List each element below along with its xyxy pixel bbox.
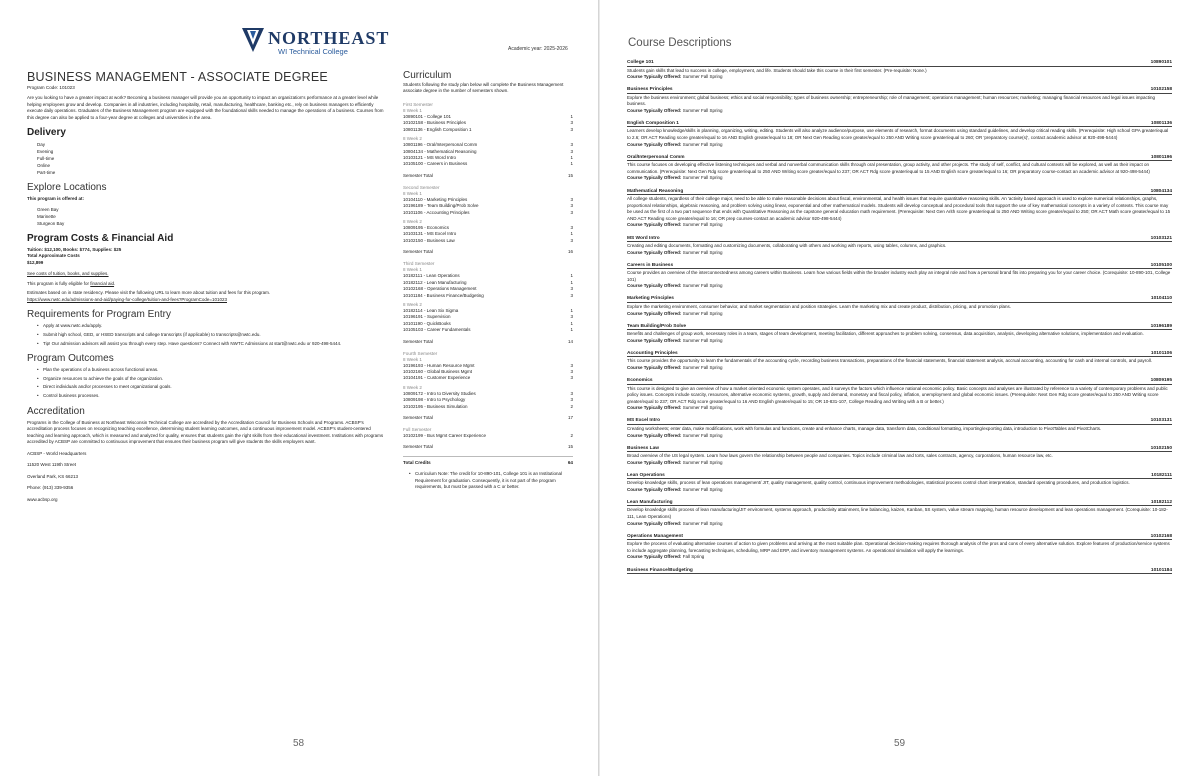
course-title: Mathematical Reasoning: [627, 188, 684, 194]
delivery-item: Part-time: [37, 170, 56, 175]
outcomes-list: [37, 367, 385, 400]
course-credits: 1: [570, 279, 573, 285]
acbsp-website[interactable]: www.acbsp.org: [27, 496, 58, 502]
course-offered: [627, 521, 1172, 528]
course-code: 10103131: [1150, 418, 1172, 424]
course-title: Lean Operations: [627, 472, 665, 478]
offered-label: Course Typically Offered:: [627, 310, 682, 316]
semester-total-row: [403, 415, 573, 421]
program-code: Program Code: 101023: [27, 85, 75, 90]
course-description: Explore the business environment; global business; ethics and social responsibility; types of business ownership; entrepreneurship; role of management; operations management; human resources; marketing; managing financial resources and legal issues impacting business.: [627, 94, 1156, 107]
course-entry: [627, 418, 1172, 439]
course-description: Benefits and challenges of group work, necessary roles in a team, stages of team development, meeting facilitation, different approaches to problem solving, consensus, data acquisition, analysis, developing alternative solutions, implementation and evaluation.: [627, 331, 1144, 337]
requirement-item: • Apply at www.nwtc.edu/apply.: [37, 323, 385, 329]
semester-total-label: Semester Total: [403, 249, 433, 255]
course-entry: [627, 534, 1172, 561]
location-item: Green Bay: [37, 206, 59, 212]
curriculum-course-row: [403, 404, 573, 410]
costs-line: Tuition: $12,100, Books: $774, Supplies: $25: [27, 246, 122, 252]
semester-title: First Semester: [403, 102, 433, 107]
course-code: 10101184: [1150, 567, 1172, 573]
course-credits: 2: [570, 432, 573, 438]
course-credits: 3: [570, 203, 573, 209]
course-name: 10104110 - Marketing Principles: [403, 196, 468, 202]
course-credits: 1: [570, 327, 573, 333]
semester-total-label: Semester Total: [403, 414, 433, 420]
course-offered: [627, 311, 1172, 318]
course-code: 10105100: [1150, 262, 1172, 268]
week-label: 8 Week 1: [403, 108, 422, 113]
offered-terms: Summer Fall Spring: [682, 486, 723, 492]
program-intro: Are you looking to have a greater impact at work? Becoming a business manager will provide you an opportunity to impact an organization's performance at a greater level while helping employees grow and develop. Companies in all industries, including hospitality, retail, manufacturing, healthcare, banking etc., rely on business managers to efficiently execute daily operations. Graduates of the Business Management program are equipped with the foundational skills needed to manage the operations of a business. Courses from this degree can also be applied to a four-year degree at colleges and universities in the area.: [27, 95, 384, 120]
outcome-item: • Plan the operations of a business across functional areas.: [37, 367, 385, 373]
course-name: 10196191 - Supervision: [403, 314, 451, 320]
course-name: 10102158 - Business Principles: [403, 120, 467, 126]
costs-heading: Program Costs & Financial Aid: [27, 232, 174, 244]
course-entry: [627, 296, 1172, 317]
offered-label: Course Typically Offered:: [627, 337, 682, 343]
course-name: 10105100 - Careers in Business: [403, 161, 468, 167]
course-name: 10804134 - Mathematical Reasoning: [403, 148, 477, 154]
aid-text: This program is fully eligible for: [27, 280, 90, 286]
offered-terms: Summer Fall Spring: [682, 432, 723, 438]
course-title: Business Finance/Budgeting: [627, 567, 693, 573]
course-offered: [627, 338, 1172, 345]
semester-total-label: Semester Total: [403, 172, 433, 178]
course-header: [627, 446, 1172, 453]
course-offered: [627, 283, 1172, 290]
week-label: 8 Week 1: [403, 356, 422, 362]
course-header: [627, 418, 1172, 425]
course-header: [627, 534, 1172, 541]
course-title: Marketing Principles: [627, 296, 674, 302]
logo-name: NORTHEAST: [268, 28, 390, 48]
course-name: 10182114 - Lean Six Sigma: [403, 307, 459, 313]
outcome-item: • Organize resources to achieve the goals of the organization.: [37, 376, 385, 382]
course-offered: [627, 175, 1172, 182]
offered-label: Course Typically Offered:: [627, 520, 682, 526]
outcome-item: • Control business processes.: [37, 393, 385, 399]
total-credits-label: Total Credits: [403, 460, 431, 466]
course-entry: [627, 155, 1172, 182]
course-name: 10102150 - Business Law: [403, 237, 455, 243]
course-name: 10101184 - Business Finance/Budgeting: [403, 292, 484, 298]
page-number-right: 59: [894, 738, 906, 749]
page-number-left: 58: [293, 738, 305, 749]
curriculum-column: [403, 70, 573, 491]
course-code: 10196189: [1150, 323, 1172, 329]
costs-link[interactable]: See costs of tuition, books, and supplies.: [27, 271, 109, 276]
course-credits: 1: [570, 320, 573, 326]
total-credits-value: 64: [567, 460, 573, 466]
accreditation-text: Programs in the College of Business at Northeast Wisconsin Technical College are accredited by the Accreditation Council for Business Schools and Programs. ACBSP's accreditation process focuses on recognizing teaching excellence, determining student learning outcomes, and a continuous improvement model. ACBSP's student-centered teaching and learning approach, which is measured and analyzed for quality, ensures that students gain the right skills from their educational investment. Institutions with programs accredited by ACBSP are committed to continuous improvement that ensures their business program will give students the skills employers want.: [27, 419, 384, 445]
semester-total-value: 17: [567, 414, 573, 420]
tuition-url-link[interactable]: https://www.nwtc.edu/admissions-and-aid/paying-for-college/tuition-and-fees?ProgramCode=101023: [27, 296, 227, 302]
accreditation-heading: Accreditation: [27, 405, 85, 417]
acbsp-hq: ACBSP - World Headquarters: [27, 450, 87, 456]
course-credits: 3: [570, 397, 573, 403]
course-description: Explore the process of evaluating alternative courses of action to given problems and arriving at the most suitable plan. Operational decision-making requires thorough analysis of the pros and cons of every alternative solution. Explore features of production/service systems to include aggregate planning, forecasting techniques, scheduling, MRP and ERP, and inventory management systems. An operational simulation will apply the learnings.: [627, 541, 1170, 553]
course-credits: 1: [570, 114, 573, 119]
financial-aid-link[interactable]: financial aid: [90, 280, 115, 286]
course-entry: [627, 446, 1172, 467]
course-name: 10104191 - Customer Experience: [403, 375, 471, 381]
course-header: [627, 236, 1172, 243]
semester-title: Third Semester: [403, 261, 435, 267]
course-title: Accounting Principles: [627, 350, 678, 356]
course-credits: 3: [570, 148, 573, 154]
semester-title: Fourth Semester: [403, 350, 438, 356]
course-entry: [627, 236, 1172, 257]
course-entry: [627, 378, 1172, 412]
requirement-item: • Tip! Our admission advisors will assist you through every step. Have questions? Connect with NWTC Admissions at start@nwtc.edu or 920-498-5444.: [37, 341, 385, 347]
course-credits: 3: [570, 286, 573, 292]
course-credits: 3: [570, 292, 573, 298]
week-label: 8 Week 2: [403, 301, 422, 307]
left-page: [0, 0, 599, 776]
course-code: 10801136: [1150, 120, 1172, 126]
course-credits: 2: [570, 403, 573, 409]
course-name: 10196189 - Team Building/Prob Solve: [403, 203, 479, 209]
semester-total-row: [403, 249, 573, 255]
course-name: 10809172 - Intro to Diversity Studies: [403, 390, 476, 396]
course-entry: [627, 351, 1172, 372]
offered-label: Course Typically Offered:: [627, 486, 682, 492]
week-label: 8 Week 2: [403, 136, 422, 142]
course-description: Students gain skills that lead to success in college, employment, and life. Students should take this course in their first semester. (Pre-requisite: None.): [627, 67, 927, 73]
course-credits: 1: [570, 155, 573, 161]
course-credits: 3: [570, 314, 573, 320]
course-code: 10182111: [1151, 472, 1172, 478]
financial-aid-line: This program is fully eligible for financial aid.: [27, 280, 116, 286]
course-title: Oral/Interpersonal Comm: [627, 154, 685, 160]
course-credits: 3: [570, 390, 573, 396]
course-name: 10801196 - Oral/Interpersonal Comm: [403, 142, 478, 148]
offered-terms: Summer Fall Spring: [682, 405, 723, 411]
course-code: 10809195: [1150, 378, 1172, 384]
offered-label: Course Typically Offered:: [627, 364, 682, 370]
course-entry: [627, 324, 1172, 345]
course-header: [627, 351, 1172, 358]
course-credits: 3: [570, 120, 573, 126]
course-header: [627, 500, 1172, 507]
course-title: Team Building/Prob Solve: [627, 323, 687, 329]
acbsp-phone: Phone: (913) 339-9356: [27, 485, 74, 491]
delivery-item: Day: [37, 142, 46, 147]
course-offered: [627, 222, 1172, 229]
offered-terms: Summer Fall Spring: [682, 520, 723, 526]
location-item: Marinette: [37, 213, 56, 219]
course-description: Broad overview of the US legal system. Learn how laws govern the relationship between people and companies. Topics include criminal law and torts, sales contracts, agency, corporations, human resource law, etc.: [627, 453, 1053, 459]
course-credits: 3: [570, 368, 573, 374]
semester-total-row: [403, 444, 573, 450]
course-credits: 3: [570, 362, 573, 368]
logo-mark-icon: [240, 26, 266, 54]
course-name: 10103131 - MS Excel Intro: [403, 231, 457, 237]
course-code: 10102168: [1150, 533, 1172, 539]
offered-terms: Fall Spring: [682, 554, 705, 560]
course-name: 10182111 - Lean Operations: [403, 273, 460, 279]
course-credits: 3: [570, 196, 573, 202]
curriculum-note: • Curriculum Note: The credit for 10-890-101, College 101 is an Institutional Requirement for graduation. Consequently, it is not part of the program requirements, but must be passed with a C or better.: [409, 471, 573, 491]
offered-label: Course Typically Offered:: [627, 283, 682, 289]
semester-total-label: Semester Total: [403, 338, 433, 344]
week-label: 8 Week 2: [403, 219, 422, 225]
course-header: [627, 60, 1172, 67]
course-credits: 1: [570, 161, 573, 167]
course-offered: [627, 433, 1172, 440]
course-description: Learners develop knowledge/skills in planning, organizing, writing, editing. Students will also analyze audience/purpose, use elements of research, format documents using standard guidelines, and develop critical reading skills. (Prerequisite: High school GPA greater/equal to 2.6; OR ACT Reading score greater/equal to 16 AND English greater/equal to 18; OR Next Gen Reading score greater/equal to 250 AND Writing score greater/equal to 260; OR 'preparatory course(s)', contact academic advisor at 920-498-5444): [627, 128, 1169, 141]
semester-title: Second Semester: [403, 184, 440, 190]
curriculum-course-row: [403, 327, 573, 333]
week-label: 8 Week 1: [403, 190, 422, 196]
course-credits: 3: [570, 209, 573, 215]
curriculum-intro: Students following the study plan below will complete the Business Management associate degree in the number of semesters shown.: [403, 82, 564, 93]
semester-title: Full Semester: [403, 426, 432, 432]
semester-total-row: [403, 339, 573, 345]
estimate-text: Estimates based on in state residency. Please visit the following URL to learn more about tuition and fees for this program.: [27, 290, 271, 295]
course-title: MS Excel Intro: [627, 418, 661, 424]
offered-terms: Summer Fall Spring: [682, 249, 723, 255]
semester-total-row: [403, 173, 573, 179]
total-credits-row: [403, 456, 573, 465]
course-descriptions-heading: Course Descriptions: [628, 37, 732, 49]
course-title: Business Law: [627, 445, 659, 451]
course-credits: 3: [570, 237, 573, 243]
course-title: Economics: [627, 378, 653, 384]
academic-year: Academic year: 2025-2026: [508, 46, 568, 52]
course-title: Lean Manufacturing: [627, 499, 673, 505]
offered-label: Course Typically Offered:: [627, 74, 682, 80]
course-credits: 1: [570, 273, 573, 279]
college-logo: [240, 26, 400, 56]
curriculum-semesters: [403, 102, 573, 450]
course-code: 10101106: [1150, 350, 1172, 356]
course-title: College 101: [627, 60, 654, 65]
course-offered: [627, 142, 1172, 149]
course-credits: 3: [570, 225, 573, 231]
course-code: 10102150: [1150, 445, 1172, 451]
offered-terms: Summer Fall Spring: [682, 364, 723, 370]
delivery-heading: Delivery: [27, 127, 66, 138]
course-description: Course provides an overview of the interconnectedness among careers within Business. Learn how various fields within the broader industry each play an integral role and how a personal brand fits into preparing you for your career choice. (Corequisite: 10-890-101, College 101): [627, 270, 1171, 282]
offered-terms: Summer Fall Spring: [682, 74, 723, 80]
course-title: Business Principles: [627, 87, 673, 93]
course-offered: [627, 460, 1172, 467]
course-entry: [627, 60, 1172, 81]
course-description: Explore the marketing environment, consumer behavior, and market segmentation and position strategies. Learn the marketing mix and create product, distribution, pricing, and promotion plans.: [627, 303, 1011, 309]
curriculum-course-row: [403, 433, 573, 439]
program-title: BUSINESS MANAGEMENT - ASSOCIATE DEGREE: [27, 70, 328, 84]
logo-subtitle: WI Technical College: [278, 47, 348, 56]
course-name: 10809198 - Intro to Psychology: [403, 397, 466, 403]
semester-total-value: 14: [567, 338, 573, 344]
outcome-item: • Direct individuals and/or processes to meet organizational goals.: [37, 384, 385, 390]
course-name: 10103121 - MS Word Intro: [403, 155, 456, 161]
course-code: 10890101: [1150, 60, 1172, 65]
course-header: [627, 378, 1172, 385]
offered-terms: Summer Fall Spring: [682, 459, 723, 465]
offered-terms: Summer Fall Spring: [682, 283, 723, 289]
course-entry: [627, 87, 1172, 114]
course-name: 10102160 - Global Business Mgmt: [403, 368, 473, 374]
acbsp-city: Overland Park, KS 66213: [27, 473, 79, 479]
course-description: Develop knowledge skills, process of lean operations management/ JIT, quality management, quality control, continuous improvement methodologies, statistical process control chart interpretation, standard operating procedures, and production logistics.: [627, 480, 1130, 486]
offered-label: Course Typically Offered:: [627, 432, 682, 438]
course-credits: 1: [570, 231, 573, 237]
course-code: 10801196: [1150, 154, 1172, 160]
course-name: 10102199 - Bus Mgmt Career Experience: [403, 432, 487, 438]
delivery-item: Evening: [37, 149, 54, 154]
offered-label: Course Typically Offered:: [627, 249, 682, 255]
course-description: This course focuses on developing effective listening techniques and verbal and nonverbal communication skills through oral presentation, group activity, and other projects. The study of self, conflict, and cultural contexts will be explored, as well as their impact on communication. (Prerequisite: Next Gen Rdg score greater/equal to 250 AND Writing score greater/equal to 237; OR ACT Rdg score greater/equal to 15 AND English score greater/equal to 16; OR preparatory course-contact an academic advisor at 920-498-5444): [627, 162, 1150, 174]
acbsp-street: 11520 West 119th Street: [27, 462, 77, 468]
course-title: English Composition 1: [627, 120, 679, 126]
offered-terms: Summer Fall Spring: [682, 222, 723, 228]
course-title: Operations Management: [627, 533, 683, 539]
course-code: 10104110: [1150, 296, 1172, 302]
course-header: [627, 263, 1172, 270]
course-name: 10102168 - Operations Management: [403, 286, 477, 292]
outcomes-heading: Program Outcomes: [27, 352, 114, 364]
course-credits: 3: [570, 126, 573, 132]
course-name: 10890101 - College 101: [403, 114, 452, 119]
offered-label: Course Typically Offered:: [627, 405, 682, 411]
location-item: Sturgeon Bay: [37, 220, 65, 226]
course-offered: [627, 365, 1172, 372]
course-description: Creating and editing documents, formatting and customizing documents, collaborating with others and working with reports, using tables, columns, and graphics.: [627, 243, 947, 248]
course-name: 10105103 - Career Fundamentals: [403, 327, 471, 333]
course-offered: [627, 108, 1172, 115]
course-header: [627, 324, 1172, 331]
offered-label: Course Typically Offered:: [627, 554, 682, 560]
offered-label: Course Typically Offered:: [627, 175, 682, 181]
course-name: 10101190 - QuickBooks: [403, 320, 451, 326]
semester-total-value: 15: [567, 172, 573, 178]
course-credits: 3: [570, 375, 573, 381]
course-credits: 3: [570, 142, 573, 148]
course-header: [627, 296, 1172, 303]
course-description: Develop knowledge skills process of lean manufacturing/JIT environment, systems approach, productivity attainment, line balancing, kaizen, Kanban, 5S system, value stream mapping, human resource development and lean operations management. (Corequisite: 10-182-111, Lean Operations): [627, 507, 1168, 520]
curriculum-course-row: [403, 238, 573, 244]
right-page: [600, 0, 1200, 776]
requirements-heading: Requirements for Program Entry: [27, 309, 171, 320]
program-overview-column: [27, 70, 385, 503]
course-name: 10182112 - Lean Manufacturing: [403, 279, 467, 285]
course-description: This course provides the opportunity to learn the fundamentals of the accounting cycle, recording business transactions, preparations of the financial statements, financial statement analysis, accrual accounting, accounting for cash and internal controls, and payroll.: [627, 358, 1153, 364]
offered-terms: Summer Fall Spring: [682, 107, 723, 113]
course-name: 10809195 - Economics: [403, 225, 450, 231]
course-credits: 1: [570, 307, 573, 313]
total-costs-value: $12,899: [27, 259, 44, 265]
course-code: 10102158: [1150, 87, 1172, 93]
course-offered: [627, 554, 1172, 561]
course-entry: [627, 121, 1172, 148]
offered-terms: Summer Fall Spring: [682, 337, 723, 343]
course-header: [627, 568, 1172, 575]
course-name: 10102195 - Business Simulation: [403, 403, 468, 409]
week-label: 8 Week 2: [403, 384, 422, 390]
course-entry: [627, 473, 1172, 494]
week-label: 8 Week 1: [403, 267, 422, 273]
course-entry: [627, 568, 1172, 575]
course-offered: [627, 74, 1172, 81]
locations-list: [37, 206, 385, 227]
offered-label: Course Typically Offered:: [627, 141, 682, 147]
total-costs-label: Total Approximate Costs: [27, 253, 80, 258]
course-header: [627, 155, 1172, 162]
course-header: [627, 473, 1172, 480]
course-name: 10801136 - English Composition 1: [403, 126, 472, 132]
course-offered: [627, 250, 1172, 257]
course-code: 10103121: [1150, 235, 1172, 241]
semester-total-label: Semester Total: [403, 444, 433, 450]
curriculum-heading: Curriculum: [403, 70, 452, 81]
course-description: Creating worksheets; enter data, make modifications, work with formulas and functions, create and enhance charts, manage data, transform data, conditional formatting, importing/exporting data, introduction to PivotTables and PivotCharts.: [627, 425, 1102, 431]
course-entry: [627, 189, 1172, 229]
offered-at-label: This program is offered at:: [27, 196, 85, 201]
delivery-item: Full-time: [37, 156, 55, 161]
course-descriptions-list: [627, 60, 1172, 581]
course-header: [627, 87, 1172, 94]
course-header: [627, 189, 1172, 196]
course-entry: [627, 263, 1172, 290]
course-description: All college students, regardless of their college major, need to be able to make reasonable decisions about fiscal, environmental, and health issues that require quantitative reasoning skills. An 'activity based approach is used to explore numerical relationships, graphs, proportional relationships, algebraic reasoning, and problem solving using linear, exponential and other mathematical models. Students will develop conceptual and procedural tools that support the use of key mathematical concepts in a variety of contexts. This course may be used as the first of a two part sequence that ends with Quantitative Reasoning as the capstone general education math requirement. (Prerequisite: Next Gen Arith score greater/equal to 250 AND Writing score greater/equal to 250; OR ACT Math score greater/equal to 15 AND ACT Reading score greater/equal to 16; OR prep courses-contact an academic advisor 920-498-5444): [627, 196, 1171, 221]
course-entry: [627, 500, 1172, 527]
course-title: Careers in Business: [627, 262, 674, 268]
course-header: [627, 121, 1172, 128]
semester-total-value: 15: [567, 444, 573, 450]
offered-terms: Summer Fall Spring: [682, 141, 723, 147]
requirement-item: • Submit high school, GED, or HSED transcripts and college transcripts (if applicable) to transcripts@nwtc.edu.: [37, 332, 385, 338]
explore-locations-heading: Explore Locations: [27, 182, 107, 193]
offered-terms: Summer Fall Spring: [682, 310, 723, 316]
semester-total-value: 16: [567, 249, 573, 255]
course-offered: [627, 487, 1172, 494]
delivery-list: [37, 141, 385, 176]
curriculum-course-row: [403, 161, 573, 167]
offered-label: Course Typically Offered:: [627, 107, 682, 113]
course-code: 10182112: [1150, 499, 1172, 505]
course-name: 10196193 - Human Resource Mgmt: [403, 362, 475, 368]
course-code: 10804134: [1150, 188, 1172, 194]
course-offered: [627, 405, 1172, 412]
offered-terms: Summer Fall Spring: [682, 175, 723, 181]
course-title: MS Word Intro: [627, 235, 660, 241]
delivery-item: Online: [37, 163, 51, 168]
requirements-list: [37, 323, 385, 347]
course-name: 10101106 - Accounting Principles: [403, 209, 470, 215]
offered-label: Course Typically Offered:: [627, 222, 682, 228]
offered-label: Course Typically Offered:: [627, 459, 682, 465]
course-description: This course is designed to give an overview of how a market oriented economic system operates, and it surveys the factors which influence national economic policy. Basic concepts and analyses are illustrated by reference to a variety of contemporary problems and public policy issues. Concepts include scarcity, resources, alternative economic systems, growth, supply and demand, monetary and fiscal policy, inflation, unemployment and global economic issues. (Prerequisite: Next Gen Rdg score greater/equal to 250 AND Writing score greater/equal to 237; OR ACT Rdg score greater/equal to 16 AND English greater/equal to 15; OR 10-831-107, College Reading and Writing with a B or better.): [627, 385, 1168, 404]
